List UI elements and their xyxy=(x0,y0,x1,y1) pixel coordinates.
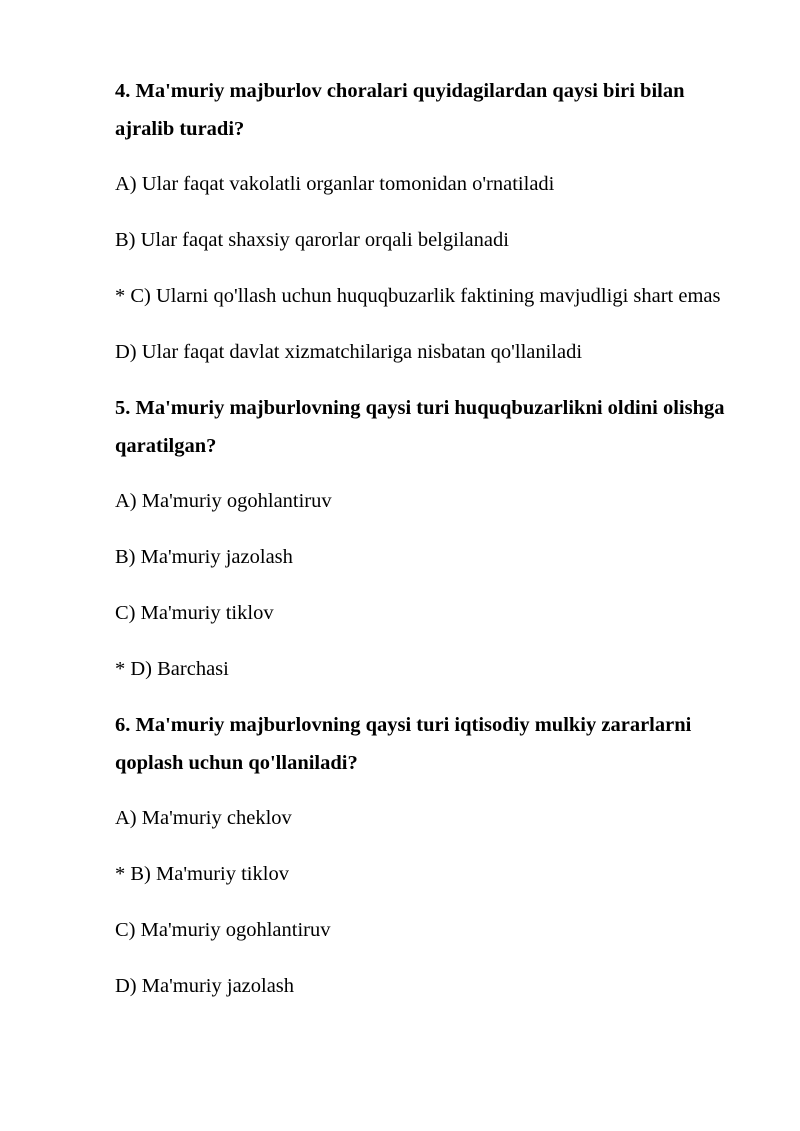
question-6-text: 6. Ma'muriy majburlovning qaysi turi iqtisodiy mulkiy zararlarni qoplash uchun qo'llaniladi? xyxy=(115,714,692,774)
question-5-option-c: C) Ma'muriy tiklov xyxy=(115,602,274,624)
question-4-option-d: D) Ular faqat davlat xizmatchilariga nisbatan qo'llaniladi xyxy=(115,341,583,363)
question-4-text: 4. Ma'muriy majburlov choralari quyidagilardan qaysi biri bilan ajralib turadi? xyxy=(115,80,685,140)
question-4-option-b: B) Ular faqat shaxsiy qarorlar orqali belgilanadi xyxy=(115,229,509,251)
question-6-option-a: A) Ma'muriy cheklov xyxy=(115,807,292,829)
question-5-option-d: * D) Barchasi xyxy=(115,658,229,680)
question-block-6 xyxy=(115,706,735,1005)
document-page xyxy=(115,72,735,1023)
question-6-option-b: * B) Ma'muriy tiklov xyxy=(115,863,289,885)
question-6-option-c: C) Ma'muriy ogohlantiruv xyxy=(115,919,331,941)
question-4-option-c: * C) Ularni qo'llash uchun huquqbuzarlik faktining mavjudligi shart emas xyxy=(115,285,721,307)
question-block-4 xyxy=(115,72,735,371)
question-5-text: 5. Ma'muriy majburlovning qaysi turi huquqbuzarlikni oldini olishga qaratilgan? xyxy=(115,397,725,457)
question-5-option-a: A) Ma'muriy ogohlantiruv xyxy=(115,490,332,512)
question-5-option-b: B) Ma'muriy jazolash xyxy=(115,546,293,568)
question-4-option-a: A) Ular faqat vakolatli organlar tomonidan o'rnatiladi xyxy=(115,173,555,195)
question-6-option-d: D) Ma'muriy jazolash xyxy=(115,975,295,997)
question-block-5 xyxy=(115,389,735,688)
